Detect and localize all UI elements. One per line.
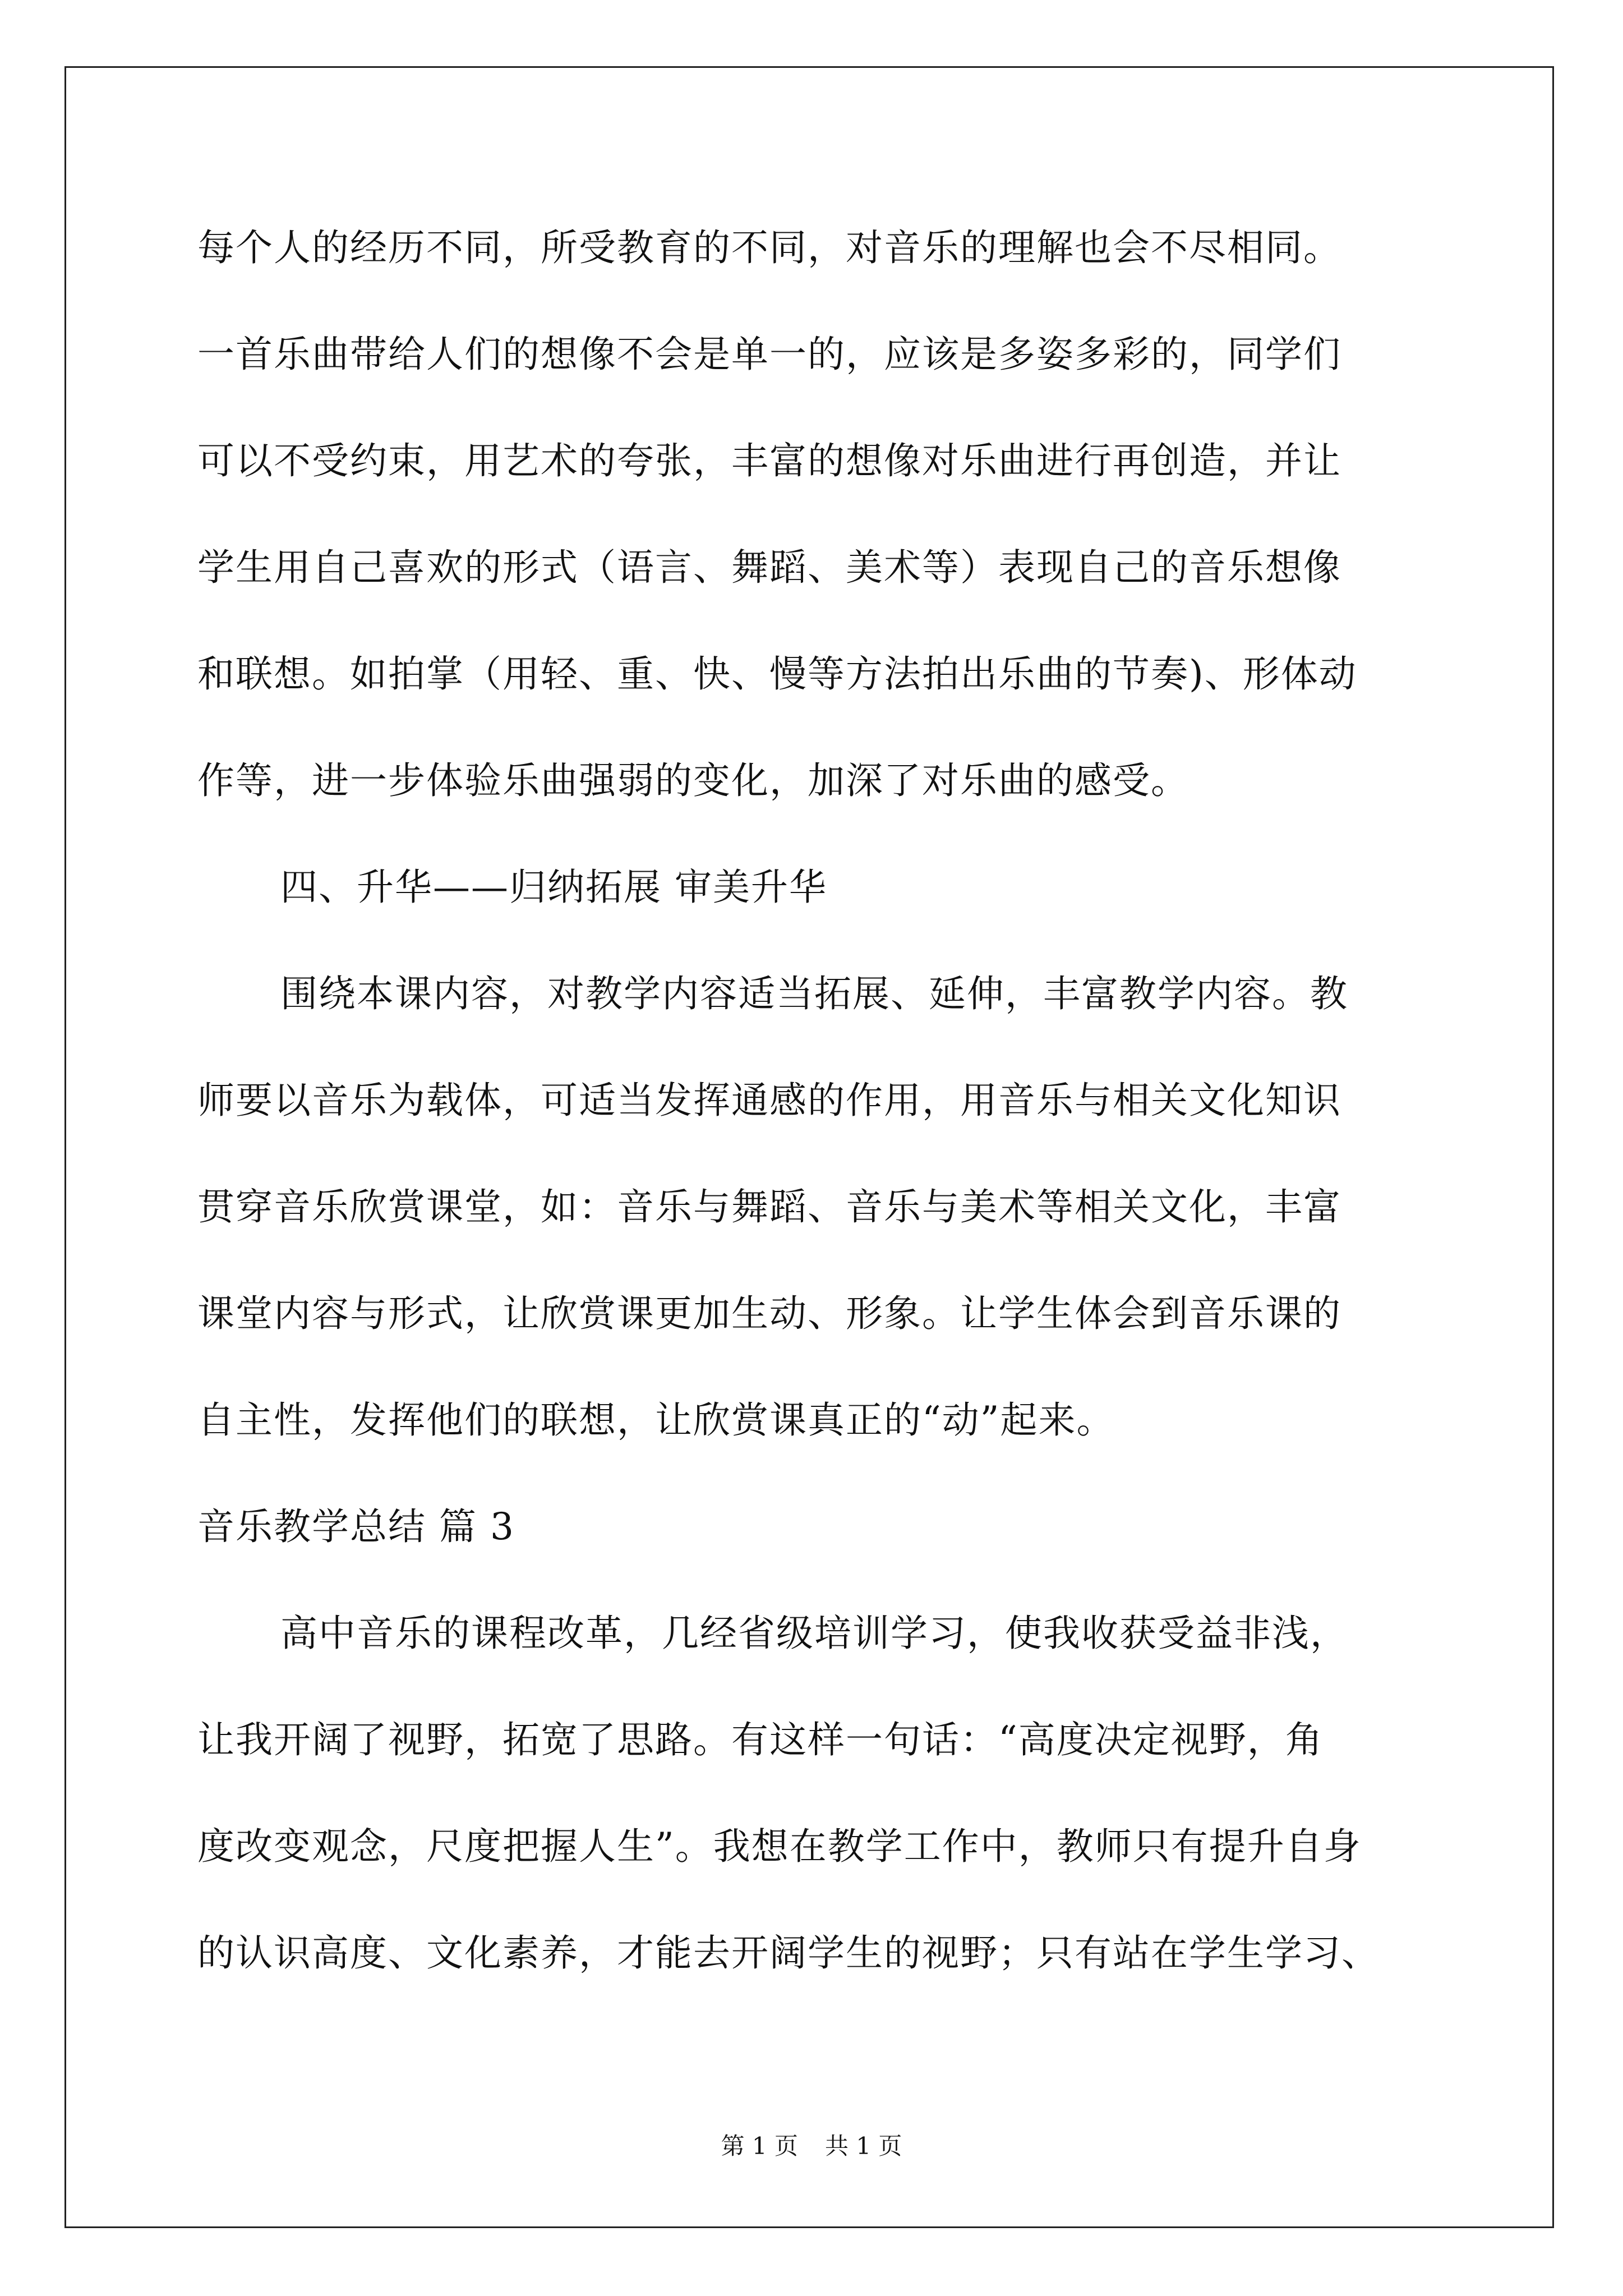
text-line: 和联想。如拍掌（用轻、重、快、慢等方法拍出乐曲的节奏)、形体动	[197, 652, 1357, 696]
text-line: 让我开阔了视野，拓宽了思路。有这样一句话：“高度决定视野，角	[197, 1718, 1324, 1761]
text-line: 作等，进一步体验乐曲强弱的变化，加深了对乐曲的感受。	[197, 759, 1189, 802]
text-line: 一首乐曲带给人们的想像不会是单一的，应该是多姿多彩的，同学们	[197, 333, 1341, 376]
section-heading: 四、升华——归纳拓展 审美升华	[280, 866, 827, 909]
page-number: 第 1 页	[721, 2132, 798, 2160]
text-line: 高中音乐的课程改革，几经省级培训学习，使我收获受益非浅，	[280, 1612, 1348, 1655]
page-footer	[0, 2129, 1623, 2163]
document-body	[197, 209, 1448, 2021]
text-line: 学生用自己喜欢的形式（语言、舞蹈、美术等）表现自己的音乐想像	[197, 546, 1341, 589]
text-line: 课堂内容与形式，让欣赏课更加生动、形象。让学生体会到音乐课的	[197, 1292, 1341, 1335]
page-total: 共 1 页	[825, 2132, 902, 2160]
text-line: 的认识高度、文化素养，才能去开阔学生的视野；只有站在学生学习、	[197, 1931, 1380, 1975]
article-title: 音乐教学总结 篇 3	[197, 1505, 515, 1548]
text-line: 度改变观念，尺度把握人生”。我想在教学工作中，教师只有提升自身	[197, 1825, 1362, 1868]
text-line: 可以不受约束，用艺术的夸张，丰富的想像对乐曲进行再创造，并让	[197, 439, 1341, 482]
text-line: 贯穿音乐欣赏课堂，如：音乐与舞蹈、音乐与美术等相关文化，丰富	[197, 1185, 1341, 1228]
text-line: 自主性，发挥他们的联想，让欣赏课真正的“动”起来。	[197, 1398, 1115, 1442]
text-line: 围绕本课内容，对教学内容适当拓展、延伸，丰富教学内容。教	[280, 972, 1348, 1015]
text-line: 每个人的经历不同，所受教育的不同，对音乐的理解也会不尽相同。	[197, 226, 1341, 269]
text-line: 师要以音乐为载体，可适当发挥通感的作用，用音乐与相关文化知识	[197, 1079, 1341, 1122]
